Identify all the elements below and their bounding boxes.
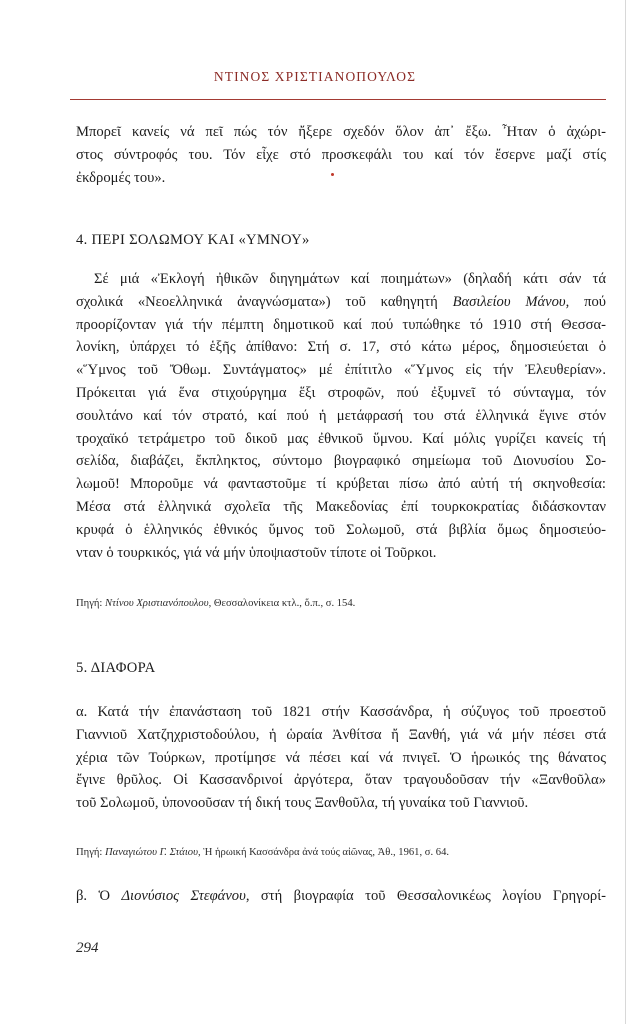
intro-paragraph <box>76 121 606 189</box>
source-details: , Θεσσαλονίκεια κτλ., ὅ.π., σ. 154. <box>208 598 356 609</box>
text-line: λονίκη, ὑπάρχει τό ἑξῆς ἀπίθανο: Στή σ. 17, στό κάτω μέρος, δημοσιεύεται ὁ <box>76 339 606 356</box>
text-line: τοῦ Σολωμοῦ, ὑπονοοῦσαν τή δική τους Ξανθοῦλα, τή γυναίκα τοῦ Γιαννιοῦ. <box>76 795 529 812</box>
section-heading: 4. ΠΕΡΙ ΣΟΛΩΜΟΥ ΚΑΙ «ΥΜΝΟΥ» <box>76 232 310 248</box>
section-heading: 5. ΔΙΑΦΟΡΑ <box>76 660 156 676</box>
text-line: λωμοῦ! Μποροῦμε νά φανταστοῦμε τί κρύβεται πίσω ἀπό αὐτή τή σκηνοθεσία: <box>76 476 606 493</box>
text-line: χέρια τῶν Τούρκων, προτίμησε νά πέσει καί νά πνιγεῖ. Ὁ ἡρωικός της θάνατος <box>76 749 606 766</box>
para-b-prefix: β. Ὁ <box>76 888 122 904</box>
text-line: Γιαννιοῦ Χατζηχριστοδούλου, ἡ ὡραία Ἀνθίτσα ἤ Ξανθή, γιά νά μήν πέσει στά <box>76 726 606 743</box>
text-line: τροχαϊκό τετράμετρο τοῦ δικοῦ μας ἐθνικοῦ ὕμνου. Καί μόλις γυρίζει κανείς τή <box>76 430 606 447</box>
source-author: Ντίνου Χριστιανόπουλου <box>105 598 209 609</box>
text-line: Μπορεῖ κανείς νά πεῖ πώς τόν ἤξερε σχεδόν ὅλον ἀπ᾿ ἔξω. Ἦταν ὁ ἀχώρι- <box>76 124 606 140</box>
text-line: κρυφά ὁ ἑλληνικός ἐθνικός ὕμνος τοῦ Σολωμοῦ, στά βιβλία ὅμως δημοσιεύο- <box>76 521 606 538</box>
text-fragment: σχολικά «Νεοελληνικά ἀναγνώσματα») τοῦ καθηγητή Βασιλείου Μάνου, πού <box>76 293 606 310</box>
text-line: στος σύντροφός του. Τόν εἶχε στό προσκεφάλι του καί τόν ἔσερνε μαζί στίς <box>76 146 606 163</box>
section-4-source <box>76 597 606 611</box>
section-5-paragraph-a <box>76 701 606 815</box>
para-b-rest: , στή βιογραφία τοῦ Θεσσαλονικέως λογίου Γρηγορί- <box>245 888 606 904</box>
source-details: , Ἡ ἡρωική Κασσάνδρα ἀνά τούς αἰῶνας, Ἀθ., 1961, σ. 64. <box>197 847 450 858</box>
para-b-name: Διονύσιος Στεφάνου <box>121 888 246 904</box>
section-5-heading-block <box>76 660 606 677</box>
text-line: σελίδα, διαβάζει, ἔκπληκτος, σύντομο βιογραφικό σημείωμα τοῦ Διονυσίου Σο- <box>76 453 606 470</box>
text-line: α. Κατά τήν ἐπανάσταση τοῦ 1821 στήν Κασσάνδρα, ἡ σύζυγος τοῦ προεστοῦ <box>76 704 606 720</box>
text-line: προορίζονταν γιά τήν πέμπτη δημοτικοῦ καί πού τυπώθηκε τό 1910 στή Θεσσα- <box>76 316 606 333</box>
source-label: Πηγή: <box>76 847 103 858</box>
page-edge <box>625 0 626 1024</box>
source-author: Παναγιώτου Γ. Στάιου <box>105 847 198 858</box>
source-label: Πηγή: <box>76 598 103 609</box>
running-head: ΝΤΙΝΟΣ ΧΡΙΣΤΙΑΝΟΠΟΥΛΟΣ <box>213 69 417 84</box>
page-number: 294 <box>76 940 99 956</box>
text-line <box>76 291 606 314</box>
running-head-rule <box>70 99 606 100</box>
section-4-paragraph <box>76 268 606 564</box>
author-name: Βασιλείου Μάνου <box>452 293 566 310</box>
section-4-heading-block <box>76 232 606 249</box>
text-line: σουλτάνο καί τόν στρατό, καί πού ἡ μετάφρασή του στά ἑλληνικά ἔγινε στόν <box>76 407 606 424</box>
section-5-source <box>76 846 606 860</box>
text-line: Σέ μιά «Ἐκλογή ἠθικῶν διηγημάτων καί ποιημάτων» (δηλαδή κάτι σάν τά <box>94 271 606 287</box>
text-line: «Ὕμνος τοῦ Ὄθωμ. Συντάγματος» μέ ἐπίτιτλο «Ὕμνος εἰς τήν Ἐλευθερίαν». <box>76 362 606 379</box>
section-5-paragraph-b <box>76 885 606 908</box>
ink-speck <box>331 173 334 176</box>
text-line <box>76 885 606 908</box>
text-line: Μέσα στά ἑλληνικά σχολεῖα τῆς Μακεδονίας ἐπί τουρκοκρατίας διδάσκονταν <box>76 498 606 515</box>
text-line: Πρόκειται γιά ἕνα στιχούργημα ἕξι στροφῶν, πού ἐξυμνεῖ τό σύνταγμα, τόν <box>76 384 606 401</box>
text-line: νταν ὁ τουρκικός, γιά νά μήν ὑποψιαστοῦν τίποτε οἱ Τοῦρκοι. <box>76 544 437 561</box>
text-line: ἔγινε θρῦλος. Οἱ Κασσανδρινοί ἀργότερα, ὅταν τραγουδοῦσαν τήν «Ξανθοῦλα» <box>76 772 606 789</box>
text-line: ἐκδρομές του». <box>76 169 166 186</box>
